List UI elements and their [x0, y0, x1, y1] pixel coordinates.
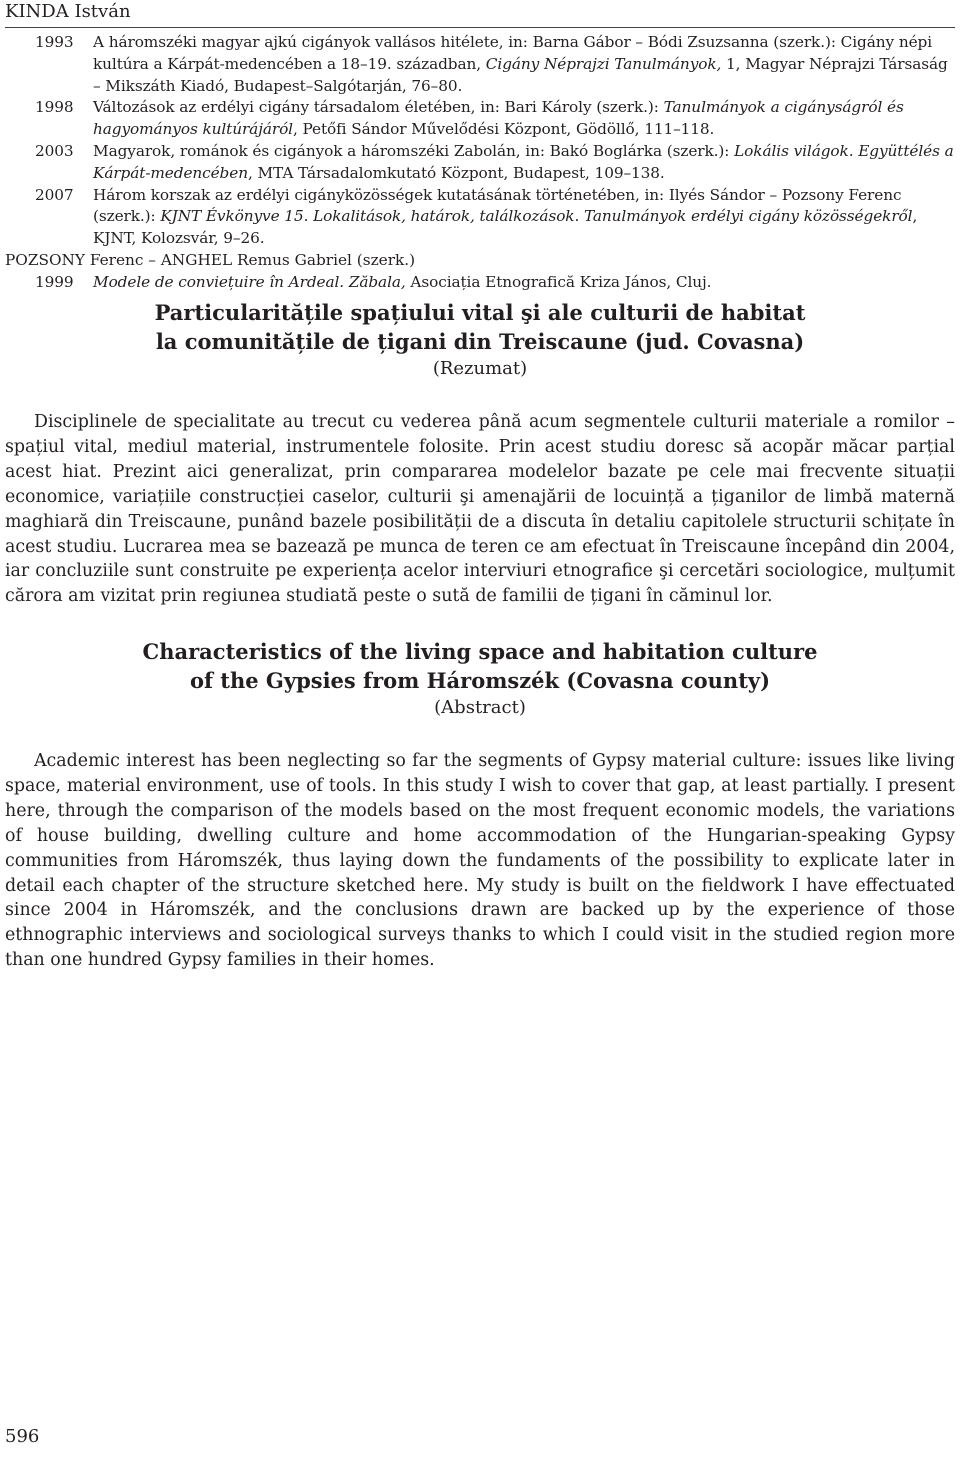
reference-text: [93, 142, 954, 182]
reference-text-part: Magyarok, románok és cigányok a háromszéki Zabolán, in: Bakó Boglárka (szerk.):: [93, 141, 735, 160]
romanian-summary-heading: [0, 298, 960, 382]
reference-year: 1999: [35, 272, 74, 291]
abstract-title-line: of the Gypsies from Háromszék (Covasna county): [189, 668, 771, 693]
reference-year: 2007: [35, 185, 74, 204]
reference-title-italic: Lokális világok. Együttélés a Kárpát-medencében: [93, 141, 954, 182]
abstract-title-line: Characteristics of the living space and habitation culture: [142, 639, 818, 664]
reference-title-italic: Tanulmányok a cigányságról és hagyományos kultúrájáról: [93, 98, 904, 139]
reference-author: POZSONY Ferenc – ANGHEL Remus Gabriel (szerk.): [5, 250, 416, 269]
reference-text-part: 1, Magyar Néprajzi Társaság – Mikszáth Kiadó, Budapest–Salgótarján, 76–80.: [93, 54, 948, 95]
reference-year: 2003: [35, 141, 74, 160]
reference-text: [93, 273, 711, 291]
reference-text-part: Asociația Etnografică Kriza János, Cluj.: [405, 272, 712, 291]
abstract-label: (Abstract): [434, 697, 526, 718]
reference-entry: [5, 32, 960, 97]
page-number: 596: [5, 1426, 40, 1447]
running-header-author: KINDA István: [5, 0, 955, 28]
reference-text-part: , MTA Társadalomkutató Központ, Budapest, 109–138.: [247, 163, 665, 182]
english-abstract-heading: [0, 637, 960, 721]
reference-entry: [5, 141, 960, 185]
reference-entry: [5, 272, 960, 294]
reference-text-part: , KJNT, Kolozsvár, 9–26.: [93, 207, 918, 248]
english-abstract-body: [5, 749, 955, 973]
summary-label: (Rezumat): [432, 358, 528, 379]
reference-year: 1998: [35, 98, 74, 117]
reference-title-italic: KJNT Évkönyve 15. Lokalitások, határok, találkozások. Tanulmányok erdélyi cigány közösségekről: [160, 207, 913, 226]
reference-text-part: Három korszak az erdélyi cigányközösségek kutatásának történetében, in: Ilyés Sándor – Pozsony Ferenc (szerk.):: [93, 185, 902, 226]
reference-list: [5, 32, 960, 294]
reference-text-part: , Petőfi Sándor Művelődési Központ, Gödöllő, 111–118.: [292, 120, 715, 139]
reference-text: [93, 186, 917, 248]
reference-title-italic: Modele de conviețuire în Ardeal. Zăbala,: [93, 272, 406, 291]
summary-paragraph: Disciplinele de specialitate au trecut cu vederea până acum segmentele culturii materiale a romilor – spațiul vital, mediul material, instrumentele folosite. Prin acest studiu doresc să acopăr măcar parțial acest hiat. Prezint aici generalizat, prin compararea modelelor bazate pe cele mai frecvente situații economice, variațiile construcției caselor, culturii şi amenajării de locuință a țiganilor de limbă maternă maghiară din Treiscaune, punând bazele posibilității de a discuta în detaliu capitolele structurii schițate în acest studiu. Lucrarea mea se bazează pe munca de teren ce am efectuat în Treiscaune începând din 2004, iar concluziile sunt construite pe experiența acelor interviuri etnografice şi cercetări sociologice, mulțumit cărora am vizitat prin regiunea studiată peste o sută de familii de țigani în căminul lor.: [5, 412, 955, 607]
reference-entry: [5, 97, 960, 141]
reference-title-italic: Cigány Néprajzi Tanulmányok,: [485, 54, 722, 73]
reference-text: [93, 33, 948, 95]
reference-text-part: Változások az erdélyi cigány társadalom életében, in: Bari Károly (szerk.):: [93, 98, 664, 117]
reference-text: [93, 98, 904, 138]
reference-year: 1993: [35, 33, 74, 51]
summary-title-line: Particularitățile spațiului vital şi ale culturii de habitat: [154, 300, 806, 325]
abstract-paragraph: Academic interest has been neglecting so far the segments of Gypsy material culture: issues like living space, material environment, use of tools. In this study I wish to cover that gap, at least partially. I present here, through the comparison of the models based on the most frequent economic models, the variations of house building, dwelling culture and home accommodation of the Hungarian-speaking Gypsy communities from Háromszék, thus laying down the fundaments of the possibility to explicate later in detail each chapter of the structure sketched here. My study is built on the fieldwork I have effectuated since 2004 in Háromszék, and the conclusions drawn are backed up by the experience of those ethnographic interviews and sociological surveys thanks to which I could visit in the studied region more than one hundred Gypsy families in their homes.: [5, 751, 955, 971]
romanian-summary-body: [5, 410, 955, 609]
summary-title-line: la comunitățile de țigani din Treiscaune (jud. Covasna): [155, 329, 805, 354]
reference-text-part: A háromszéki magyar ajkú cigányok vallásos hitélete, in: Barna Gábor – Bódi Zsuzsanna (szerk.): Cigány népi kultúra a Kárpát-medencében a 18–19. században,: [93, 33, 933, 73]
reference-entry: [5, 185, 960, 250]
